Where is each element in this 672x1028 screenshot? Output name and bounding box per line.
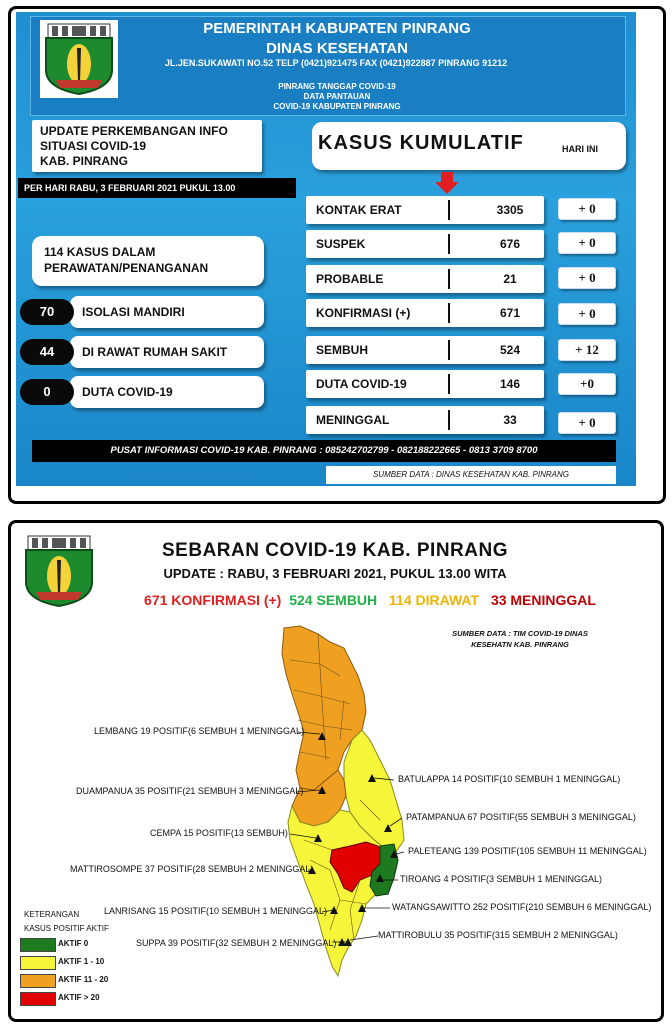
header-subtitle-1: PINRANG TANGGAP COVID-19 <box>278 82 396 91</box>
treatment-label-rumah-sakit: DI RAWAT RUMAH SAKIT <box>82 345 228 359</box>
info-hotline-bar: PUSAT INFORMASI COVID-19 KAB. PINRANG : 085242702799 - 082188222665 - 0813 3709 8700 <box>32 440 616 462</box>
hari-ini-label: HARI INI <box>562 144 598 154</box>
treatment-line-2: PERAWATAN/PENANGANAN <box>44 261 209 275</box>
map-title: SEBARAN COVID-19 KAB. PINRANG <box>162 540 508 561</box>
legend-label: AKTIF > 20 <box>58 993 100 1002</box>
update-line-2: SITUASI COVID-19 <box>40 139 147 153</box>
callout-cempa: CEMPA 15 POSITIF(13 SEMBUH) <box>150 828 288 838</box>
callout-watangsawitto: WATANGSAWITTO 252 POSITIF(210 SEMBUH 6 MENINGGAL) <box>392 902 652 912</box>
legend-title-line-1: KETERANGAN <box>24 910 80 919</box>
stat-delta-badge: + 0 <box>558 303 616 325</box>
callout-suppa: SUPPA 39 POSITIF(32 SEMBUH 2 MENINGGAL) <box>136 938 337 948</box>
stat-label: KONTAK ERAT <box>316 203 402 217</box>
stat-delta-badge: + 0 <box>558 232 616 254</box>
legend-swatch-aktif-0 <box>20 938 56 952</box>
callout-mattirosompe: MATTIROSOMPE 37 POSITIF(28 SEMBUH 2 MENINGGAL) <box>70 864 314 874</box>
legend-swatch-aktif-11-20 <box>20 974 56 988</box>
header-address: JL.JEN.SUKAWATI NO.52 TELP (0421)921475 FAX (0421)922887 PINRANG 91212 <box>164 58 508 68</box>
stat-value: 146 <box>499 377 521 391</box>
stat-label: DUTA COVID-19 <box>316 377 407 391</box>
legend-label: AKTIF 11 - 20 <box>58 975 109 984</box>
stat-label: KONFIRMASI (+) <box>316 306 411 320</box>
legend-label: AKTIF 0 <box>58 939 89 948</box>
callout-paleteang: PALETEANG 139 POSITIF(105 SEMBUH 11 MENINGGAL) <box>408 846 647 856</box>
callout-lanrisang: LANRISANG 15 POSITIF(10 SEMBUH 1 MENINGGAL) <box>104 906 328 916</box>
stat-delta-badge: + 12 <box>558 339 616 361</box>
legend-swatch-aktif-1-10 <box>20 956 56 970</box>
summary-meninggal: 33 MENINGGAL <box>490 592 596 608</box>
stat-delta-badge: + 0 <box>558 198 616 220</box>
header-title-department: DINAS KESEHATAN <box>266 40 408 57</box>
header-subtitle-2: DATA PANTAUAN <box>303 92 371 101</box>
stat-value: 33 <box>503 413 517 427</box>
map-update-line: UPDATE : RABU, 3 FEBRUARI 2021, PUKUL 13.00 WITA <box>163 566 507 581</box>
update-line-1: UPDATE PERKEMBANGAN INFO <box>40 124 228 138</box>
callout-mattirobulu: MATTIROBULU 35 POSITIF(315 SEMBUH 2 MENINGGAL) <box>378 930 618 940</box>
kasus-kumulatif-title: KASUS KUMULATIF <box>318 132 524 154</box>
date-bar: PER HARI RABU, 3 FEBRUARI 2021 PUKUL 13.00 <box>18 178 296 198</box>
treatment-line-1: 114 KASUS DALAM <box>44 245 156 259</box>
treatment-count-isolasi: 70 <box>20 299 74 325</box>
callout-lembang: LEMBANG 19 POSITIF(6 SEMBUH 1 MENINGGAL) <box>94 726 305 736</box>
treatment-count-duta: 0 <box>20 379 74 405</box>
stat-label: SEMBUH <box>316 343 369 357</box>
summary-sembuh: 524 SEMBUH <box>289 592 378 608</box>
legend-title <box>24 908 109 936</box>
callout-patampanua: PATAMPANUA 67 POSITIF(55 SEMBUH 3 MENINGGAL) <box>406 812 636 822</box>
treatment-label-duta: DUTA COVID-19 <box>82 385 173 399</box>
stat-value: 524 <box>499 343 521 357</box>
stat-delta-badge: +0 <box>558 373 616 395</box>
callout-batulappa: BATULAPPA 14 POSITIF(10 SEMBUH 1 MENINGGAL) <box>398 774 621 784</box>
update-line-3: KAB. PINRANG <box>40 154 129 168</box>
stat-value: 671 <box>499 306 521 320</box>
summary-konfirmasi: 671 KONFIRMASI (+) <box>144 592 282 608</box>
legend-swatch-aktif-over-20 <box>20 992 56 1006</box>
treatment-count-rumah-sakit: 44 <box>20 339 74 365</box>
treatment-label-isolasi: ISOLASI MANDIRI <box>82 305 185 319</box>
map-source-line-2: KESEHATN KAB. PINRANG <box>471 640 569 649</box>
stat-value: 3305 <box>496 203 524 217</box>
legend-label: AKTIF 1 - 10 <box>58 957 105 966</box>
header-title-government: PEMERINTAH KABUPATEN PINRANG <box>203 20 471 37</box>
legend-title-line-2: KASUS POSITIF AKTIF <box>24 924 109 933</box>
callout-tiroang: TIROANG 4 POSITIF(3 SEMBUH 1 MENINGGAL) <box>400 874 603 884</box>
stat-value: 21 <box>503 272 517 286</box>
callout-duampanua: DUAMPANUA 35 POSITIF(21 SEMBUH 3 MENINGGAL) <box>76 786 304 796</box>
data-source-bar: SUMBER DATA : DINAS KESEHATAN KAB. PINRANG <box>326 466 616 484</box>
stat-value: 676 <box>499 237 521 251</box>
stat-delta-badge: + 0 <box>558 267 616 289</box>
stat-label: PROBABLE <box>316 272 384 286</box>
header-subtitle-3: COVID-19 KABUPATEN PINRANG <box>273 102 401 111</box>
map-source-line-1: SUMBER DATA : TIM COVID-19 DINAS <box>452 629 588 638</box>
stat-label: SUSPEK <box>316 237 366 251</box>
stat-delta-badge: + 0 <box>558 412 616 434</box>
stat-label: MENINGGAL <box>316 413 390 427</box>
summary-dirawat: 114 DIRAWAT <box>389 592 480 608</box>
